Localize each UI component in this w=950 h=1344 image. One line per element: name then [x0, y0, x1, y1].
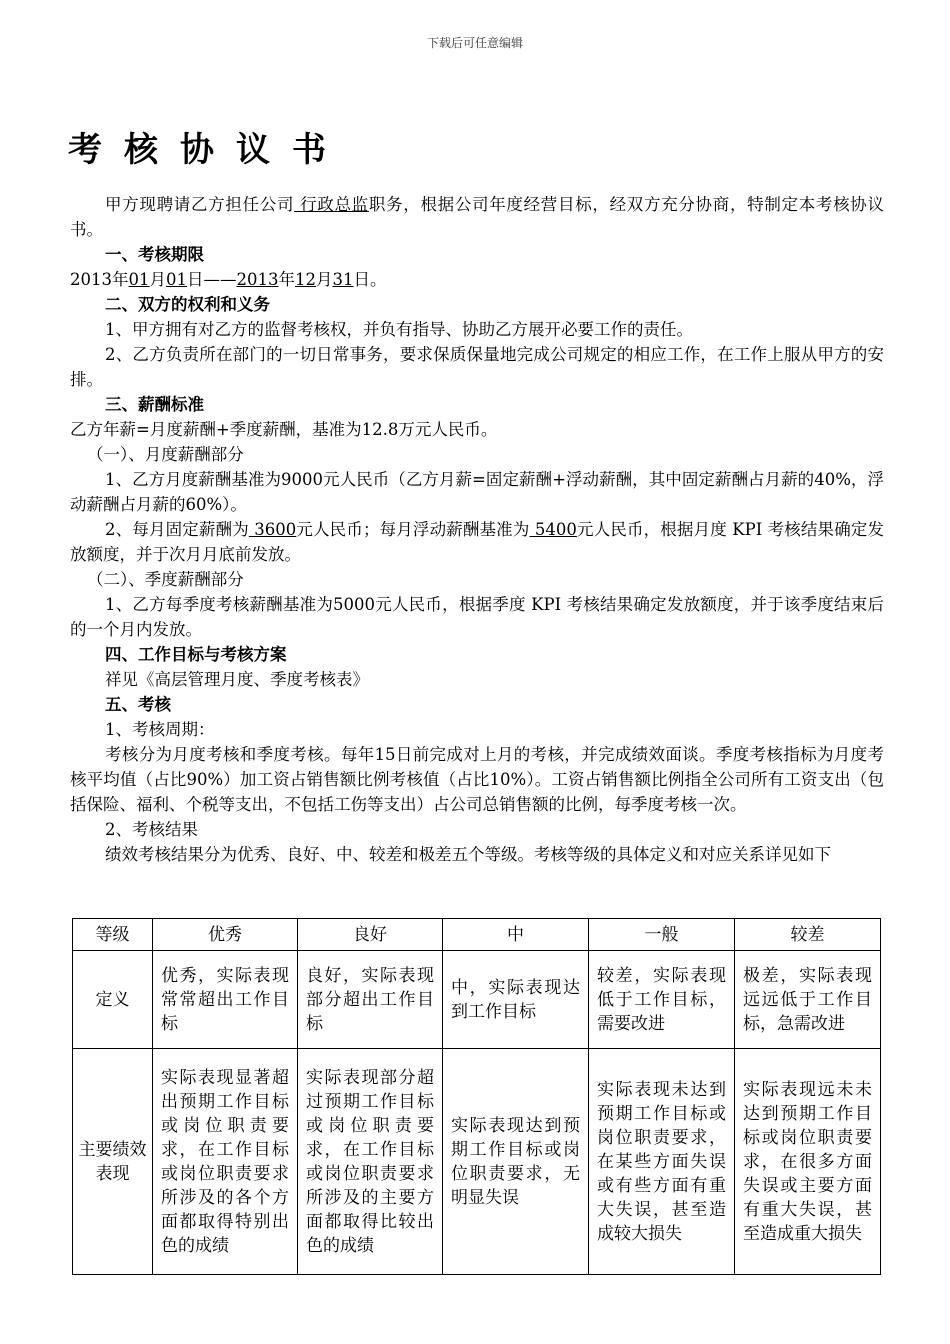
monthly-pay-subheading: （一）、月度薪酬部分: [87, 445, 244, 464]
table-cell: 实际表现达到预期工作目标或岗位职责要求，无明显失误: [443, 1049, 589, 1275]
start-month: 01: [128, 270, 150, 289]
section-2-heading: 二、双方的权利和义务: [105, 295, 270, 314]
float-pay-amount: 5400: [529, 520, 577, 539]
end-month: 12: [295, 270, 316, 289]
end-year: 2013: [236, 270, 279, 289]
section-4-text: 祥见《高层管理月度、季度考核表》: [105, 670, 369, 689]
table-cell: 良好，实际表现部分超出工作目标: [298, 951, 443, 1049]
year-char: 年: [278, 270, 295, 289]
assessment-result-text: 绩效考核结果分为优秀、良好、中、较差和极差五个等级。考核等级的具体定义和对应关系详见如下: [105, 845, 831, 864]
month-char: 月: [149, 270, 166, 289]
day-separator: 日——: [187, 270, 237, 289]
start-year: 2013: [70, 270, 112, 289]
table-row: [73, 1049, 881, 1275]
table-cell: 中，实际表现达到工作目标: [443, 951, 589, 1049]
table-cell: 极差，实际表现远远低于工作目标，急需改进: [735, 951, 881, 1049]
table-cell: 实际表现部分超过预期工作目标或岗位职责要求，在工作目标或岗位职责要求所涉及的主要方面都取得比较出色的成绩: [298, 1049, 443, 1275]
assessment-cycle-text: 考核分为月度考核和季度考核。每年15日前完成对上月的考核，并完成绩效面谈。季度考核指标为月度考核平均值（占比90%）加工资占销售额比例考核值（占比10%）。工资占销售额比例指全公司所有工资支出（包括保险、福利、个税等支出，不包括工伤等支出）占公司总销售额的比例，每季度考核一次。: [70, 745, 884, 814]
position-title: 行政总监: [294, 195, 369, 214]
assessment-period: [70, 267, 884, 292]
row-label: 定义: [73, 951, 153, 1049]
section-2-item-1: 1、甲方拥有对乙方的监督考核权，并负有指导、协助乙方展开必要工作的责任。: [105, 320, 693, 339]
table-row: [73, 951, 881, 1049]
float-pay-label: 元人民币；每月浮动薪酬基准为: [296, 520, 530, 539]
end-day: 31: [332, 270, 354, 289]
intro-text-post: 职务，根据公司年度经营目标，经双方充分协商，特制定本考核协议书。: [70, 195, 884, 239]
section-3-heading: 三、薪酬标准: [105, 395, 204, 414]
section-5-heading: 五、考核: [105, 695, 171, 714]
section-4-heading: 四、工作目标与考核方案: [105, 645, 287, 664]
fixed-pay-label: 2、每月固定薪酬为: [105, 520, 249, 539]
assessment-result-subheading: 2、考核结果: [105, 820, 198, 839]
quarterly-pay-item-1: 1、乙方每季度考核薪酬基准为5000元人民币，根据季度 KPI 考核结果确定发放额度，并于该季度结束后的一个月内发放。: [70, 595, 884, 639]
table-header-cell: 中: [443, 919, 589, 951]
fixed-pay-amount: 3600: [248, 520, 297, 539]
row-label: 主要绩效表现: [73, 1049, 153, 1275]
monthly-pay-item-1: 1、乙方月度薪酬基准为9000元人民币（乙方月薪=固定薪酬+浮动薪酬，其中固定薪酬占月薪的40%，浮动薪酬占月薪的60%）。: [70, 470, 884, 514]
table-header-cell: 等级: [73, 919, 153, 951]
table-header-cell: 优秀: [153, 919, 298, 951]
assessment-cycle-subheading: 1、考核周期：: [105, 720, 215, 739]
start-day: 01: [166, 270, 187, 289]
rating-table: [72, 918, 881, 1275]
quarterly-pay-subheading: （二）、季度薪酬部分: [87, 570, 244, 589]
document-title: 考核协议书: [68, 130, 348, 170]
table-cell: 实际表现未达到预期工作目标或岗位职责要求，在某些方面失误或有些方面有重大失误，甚至造成较大损失: [589, 1049, 735, 1275]
table-cell: 实际表现远未未达到预期工作目标或岗位职责要求，在很多方面失误或主要方面有重大失误，甚至造成重大损失: [735, 1049, 881, 1275]
table-header-cell: 较差: [735, 919, 881, 951]
agreement-body: [70, 192, 884, 867]
day-char: 日。: [353, 270, 387, 289]
section-1-heading: 一、考核期限: [105, 245, 204, 264]
table-header-cell: 一般: [589, 919, 735, 951]
year-char: 年: [112, 270, 129, 289]
table-header-cell: 良好: [298, 919, 443, 951]
monthly-pay-item-2: [70, 517, 884, 567]
intro-paragraph: [70, 192, 884, 242]
table-cell: 实际表现显著超出预期工作目标或岗位职责要求，在工作目标或岗位职责要求所涉及的各个方面都取得特别出色的成绩: [153, 1049, 298, 1275]
annual-salary-text: 乙方年薪=月度薪酬+季度薪酬，基准为12.8万元人民币。: [70, 420, 498, 439]
intro-text-pre: 甲方现聘请乙方担任公司: [105, 195, 295, 214]
header-note: 下载后可任意编辑: [426, 36, 523, 50]
section-2-item-2: 2、乙方负责所在部门的一切日常事务，要求保质保量地完成公司规定的相应工作，在工作上服从甲方的安排。: [70, 345, 884, 389]
table-cell: 优秀，实际表现常常超出工作目标: [153, 951, 298, 1049]
table-cell: 较差，实际表现低于工作目标，需要改进: [589, 951, 735, 1049]
monthly-pay-rest: 元人民币，根据月度 KPI 考核结果确定发放额度，并于次月月底前发放。: [70, 520, 884, 564]
month-char: 月: [316, 270, 333, 289]
table-header-row: [73, 919, 881, 951]
